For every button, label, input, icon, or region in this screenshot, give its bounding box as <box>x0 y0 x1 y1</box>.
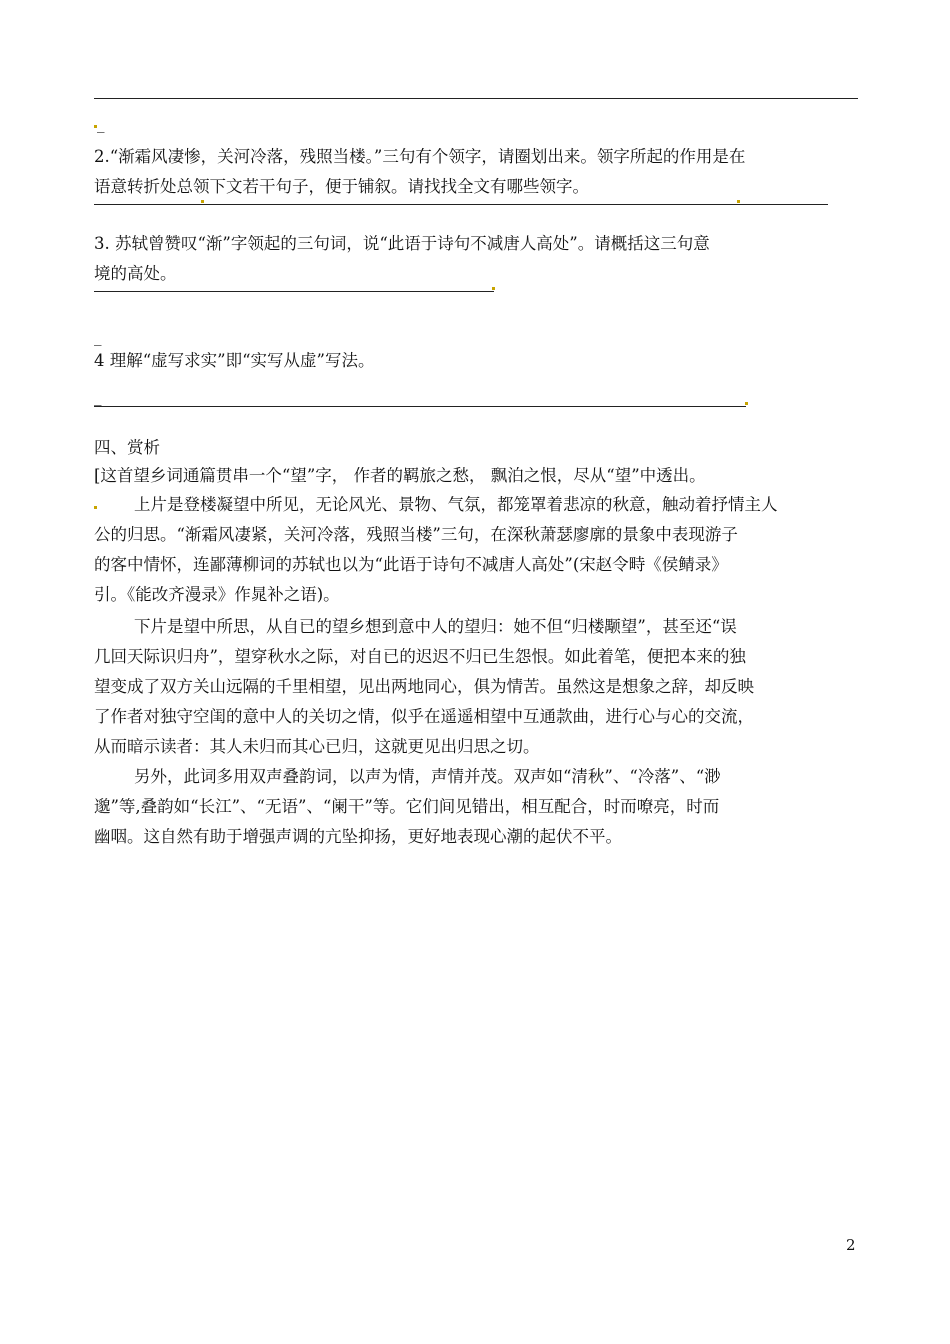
paragraph-2-line: 从而暗示读者：其人未归而其心已归，这就更见出归思之切。 <box>94 737 540 756</box>
paragraph-1-line: 上片是登楼凝望中所见，无论风光、景物、气氛，都笼罩着悲凉的秋意，触动着抒情主人 <box>134 495 778 514</box>
marker-dot <box>745 402 748 405</box>
dash-mark: _ <box>94 388 102 406</box>
question-4-line-1: 4 理解“虚写求实”即“实写从虚”写法。 <box>94 351 375 370</box>
dash-mark: _ <box>94 328 102 346</box>
question-2-answer-line <box>94 204 828 205</box>
section-intro: [这首望乡词通篇贯串一个“望”字， 作者的羁旅之愁， 飘泊之恨，尽从“望”中透出。 <box>94 466 706 485</box>
marker-dot <box>201 200 204 203</box>
paragraph-3-line: 幽咽。这自然有助于增强声调的亢坠抑扬，更好地表现心潮的起伏不平。 <box>94 827 622 846</box>
paragraph-1-line: 引。《能改齐漫录》作晁补之语)。 <box>94 585 340 604</box>
paragraph-2-line: 了作者对独守空闺的意中人的关切之情，似乎在遥遥相望中互通款曲，进行心与心的交流， <box>94 707 754 726</box>
dash-mark: _ <box>97 115 105 133</box>
question-4-answer-line <box>94 406 746 407</box>
paragraph-1-line: 公的归思。“渐霜风凄紧，关河冷落，残照当楼”三句，在深秋萧瑟廖廓的景象中表现游子 <box>94 525 738 544</box>
question-2-line-1: 2.“渐霜风凄惨，关河冷落，残照当楼。”三句有个领字，请圈划出来。领字所起的作用是在 <box>94 147 746 166</box>
paragraph-3-line: 另外，此词多用双声叠韵词，以声为情，声情并茂。双声如“清秋”、“冷落”、“渺 <box>134 767 721 786</box>
question-3-answer-line <box>94 291 494 292</box>
paragraph-2-line: 几回天际识归舟”，望穿秋水之际，对自已的迟迟不归已生怨恨。如此着笔，便把本来的独 <box>94 647 746 666</box>
paragraph-1-line: 的客中情怀，连鄙薄柳词的苏轼也以为“此语于诗句不减唐人高处”(宋赵令畤《侯鲭录》 <box>94 555 728 574</box>
question-2-line-2: 语意转折处总领下文若干句子，便于铺叙。请找找全文有哪些领字。 <box>94 177 589 196</box>
marker-dot <box>492 287 495 290</box>
marker-dot <box>737 200 740 203</box>
top-answer-line <box>94 98 858 99</box>
question-3-line-1: 3. 苏轼曾赞叹“渐”字领起的三句词，说“此语于诗句不减唐人高处”。请概括这三句意 <box>94 234 710 253</box>
question-3-line-2: 境的高处。 <box>94 264 177 283</box>
paragraph-2-line: 下片是望中所思，从自已的望乡想到意中人的望归：她不但“归楼颙望”，甚至还“误 <box>134 617 737 636</box>
paragraph-2-line: 望变成了双方关山远隔的千里相望，见出两地同心，俱为情苦。虽然这是想象之辞，却反映 <box>94 677 754 696</box>
section-heading: 四、赏析 <box>94 438 160 457</box>
page-number: 2 <box>846 1236 856 1254</box>
paragraph-3-line: 邈”等,叠韵如“长江”、“无语”、“阑干”等。它们间见错出，相互配合，时而嘹亮，时而 <box>94 797 720 816</box>
